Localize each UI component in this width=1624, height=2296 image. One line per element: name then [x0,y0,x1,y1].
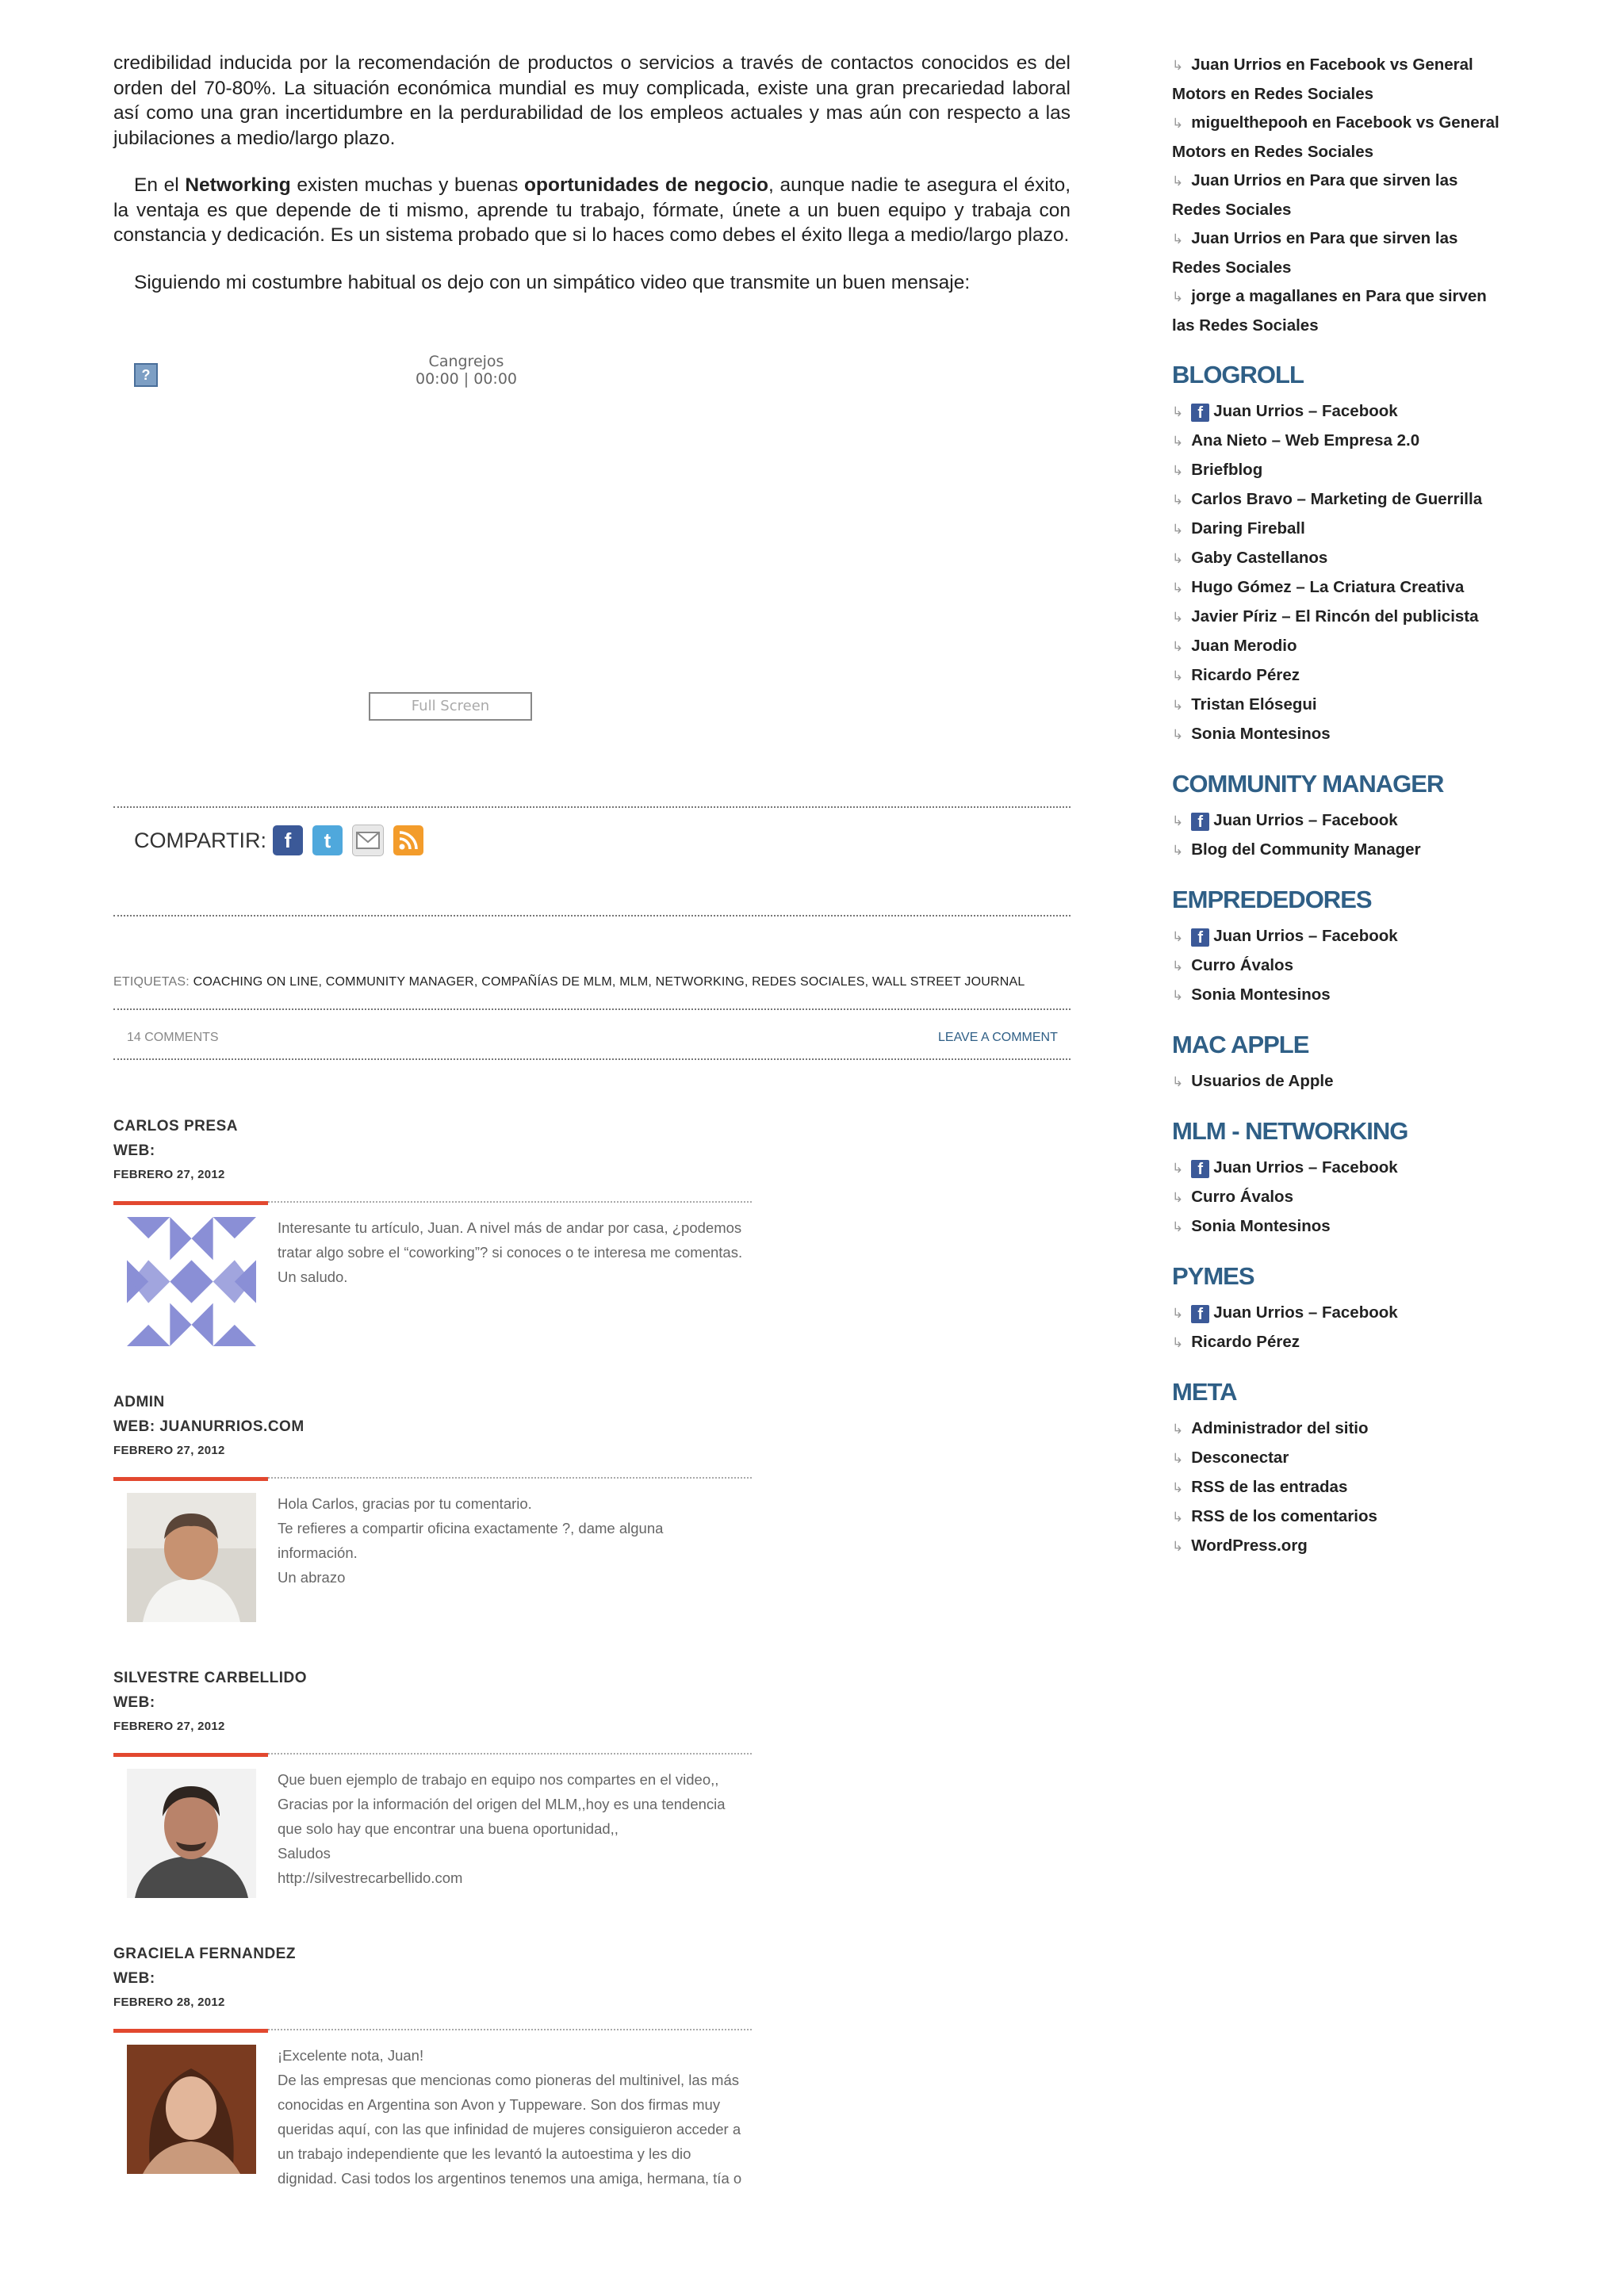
sidebar-link-label: Usuarios de Apple [1191,1072,1334,1090]
arrow-icon: ↳ [1172,174,1184,189]
recent-comment-line-1: jorge a magallanes en Para que sirven [1191,287,1487,305]
comment-date: FEBRERO 27, 2012 [113,1168,225,1181]
comment-text [278,1767,761,1890]
comments-divider [113,1058,1071,1060]
sidebar-heading: COMMUNITY MANAGER [1172,770,1444,798]
comment-accent-bar [113,1753,268,1757]
comment [113,1390,764,1659]
arrow-icon: ↳ [1172,116,1184,132]
facebook-icon[interactable] [273,825,303,855]
sidebar-link-label: Ana Nieto – Web Empresa 2.0 [1191,431,1420,450]
sidebar-link[interactable] [1172,1299,1568,1328]
arrow-icon: ↳ [1172,639,1184,655]
sidebar-link-label: Sonia Montesinos [1191,1217,1331,1235]
sidebar-link[interactable] [1172,1067,1568,1096]
missing-plugin-glyph: ? [141,367,151,383]
arrow-icon: ↳ [1172,1335,1184,1351]
comment-divider [268,1477,752,1479]
sidebar-link-label: Desconectar [1191,1448,1289,1467]
comment-text [278,1491,761,1590]
arrow-icon: ↳ [1172,1219,1184,1235]
arrow-icon: ↳ [1172,1539,1184,1555]
facebook-icon: f [1191,1160,1209,1178]
arrow-icon: ↳ [1172,463,1184,479]
recent-comment-line-2: las Redes Sociales [1172,316,1319,335]
arrow-icon: ↳ [1172,58,1184,74]
video-time: 00:00 | 00:00 [416,370,517,388]
sidebar-link[interactable] [1172,456,1568,485]
sidebar-link[interactable] [1172,603,1568,632]
tag-link[interactable]: COMMUNITY MANAGER [325,975,474,989]
p2-text-c: existen muchas y buenas [290,174,525,196]
comment-text-line: Un saludo. [278,1269,348,1285]
avatar [127,1769,256,1898]
rss-icon[interactable] [393,825,423,855]
arrow-icon: ↳ [1172,959,1184,974]
tag-list [193,975,1025,989]
sidebar-link-label: RSS de las entradas [1191,1478,1348,1496]
arrow-icon: ↳ [1172,1510,1184,1525]
sidebar-link[interactable] [1172,691,1568,720]
recent-comment-line-1: miguelthepooh en Facebook vs General [1191,113,1500,132]
video-title-text: Cangrejos [428,353,504,370]
sidebar-link-label: Tristan Elósegui [1191,695,1317,714]
comment-web[interactable]: WEB: [113,1694,155,1711]
sidebar-link[interactable] [1172,485,1568,515]
video-title [280,353,653,388]
arrow-icon: ↳ [1172,404,1184,420]
arrow-icon: ↳ [1172,668,1184,684]
sidebar-link-label: Sonia Montesinos [1191,985,1331,1004]
sidebar-link-label: Curro Ávalos [1191,956,1293,974]
fullscreen-button[interactable]: Full Screen [369,692,532,721]
comment-author[interactable]: ADMIN [113,1394,165,1410]
tag-separator: , [473,975,482,989]
arrow-icon: ↳ [1172,1074,1184,1090]
rss-waves-shape [397,829,419,851]
recent-comment-line-1: Juan Urrios en Para que sirven las [1191,171,1458,189]
comment-text-line: dignidad. Casi todos los argentinos tenemos una amiga, hermana, tía o [278,2170,742,2187]
leave-comment-link[interactable]: LEAVE A COMMENT [938,1031,1058,1044]
sidebar-link[interactable] [1172,1154,1568,1183]
oportunidades-bold: oportunidades de negocio [524,174,768,196]
sidebar-link[interactable] [1172,1502,1568,1532]
comment-author[interactable]: GRACIELA FERNANDEZ [113,1946,296,1962]
comment-text-line: ¡Excelente nota, Juan! [278,2047,424,2064]
sidebar-link[interactable] [1172,951,1568,981]
comment-text-line: un trabajo independiente que les levantó la autoestima y les dio [278,2145,691,2162]
facebook-icon: f [1191,813,1209,831]
share-divider-bottom [113,915,1071,916]
facebook-icon: f [1191,404,1209,422]
sidebar-sections [1172,361,1568,1561]
share-bar [134,825,433,856]
twitter-glyph: t [324,828,331,852]
arrow-icon: ↳ [1172,610,1184,626]
sidebar-link-label: Juan Merodio [1191,637,1297,655]
arrow-icon: ↳ [1172,522,1184,538]
comment-text-line: Interesante tu artículo, Juan. A nivel más de andar por casa, ¿podemos [278,1219,742,1236]
p2-text-a: En el [134,174,186,196]
arrow-icon: ↳ [1172,929,1184,945]
sidebar-link-label: Juan Urrios – Facebook [1213,927,1398,945]
identicon-shape [127,1217,256,1346]
tag-separator: , [318,975,326,989]
sidebar-link-label: Javier Píriz – El Rincón del publicista [1191,607,1479,626]
comment [113,1942,764,2211]
arrow-icon: ↳ [1172,727,1184,743]
tag-separator: , [611,975,620,989]
comment-web[interactable]: WEB: [113,1142,155,1159]
comment-accent-bar [113,1201,268,1205]
arrow-icon: ↳ [1172,232,1184,247]
avatar [127,1493,256,1622]
comment-divider [268,1201,752,1203]
sidebar-link-label: Carlos Bravo – Marketing de Guerrilla [1191,490,1483,508]
sidebar-heading: PYMES [1172,1262,1254,1290]
networking-bold: Networking [185,174,291,196]
sidebar-link[interactable] [1172,1183,1568,1212]
comment-text [278,2043,761,2191]
comment-text-line: Saludos [278,1845,331,1862]
comment-accent-bar [113,2029,268,2033]
recent-comments [1172,51,1568,340]
arrow-icon: ↳ [1172,1480,1184,1496]
tag-link[interactable]: MLM [619,975,649,989]
comment-author[interactable]: SILVESTRE CARBELLIDO [113,1670,307,1686]
tag-separator: , [744,975,753,989]
sidebar-heading: BLOGROLL [1172,361,1304,388]
sidebar-heading: EMPREDEDORES [1172,886,1372,913]
sidebar-link[interactable] [1172,1532,1568,1561]
comment-text-line: queridas aquí, con las que infinidad de mujeres consiguieron acceder a [278,2121,741,2137]
sidebar-link[interactable] [1172,427,1568,456]
sidebar-link-label: Gaby Castellanos [1191,549,1328,567]
email-icon[interactable] [352,825,384,856]
share-divider-top [113,806,1071,808]
comment-text-line: De las empresas que mencionas como pioneras del multinivel, las más [278,2072,739,2088]
sidebar-link-label: RSS de los comentarios [1191,1507,1377,1525]
recent-comment-line-1: Juan Urrios en Para que sirven las [1191,229,1458,247]
tag-link[interactable]: WALL STREET JOURNAL [871,975,1025,989]
recent-comment-item[interactable] [1172,166,1568,224]
sidebar-link[interactable] [1172,397,1568,427]
sidebar-link[interactable] [1172,1444,1568,1473]
arrow-icon: ↳ [1172,698,1184,714]
sidebar-link-label: Juan Urrios – Facebook [1213,1158,1398,1177]
sidebar-link-label: Sonia Montesinos [1191,725,1331,743]
arrow-icon: ↳ [1172,1190,1184,1206]
sidebar-link[interactable] [1172,632,1568,661]
sidebar-link-label: Juan Urrios – Facebook [1213,811,1398,829]
sidebar-link[interactable] [1172,1414,1568,1444]
sidebar-link[interactable] [1172,922,1568,951]
sidebar-link[interactable] [1172,661,1568,691]
sidebar-link-label: Administrador del sitio [1191,1419,1369,1437]
sidebar-link[interactable] [1172,1212,1568,1242]
facebook-glyph: f [284,828,292,852]
recent-comment-line-2: Motors en Redes Sociales [1172,143,1374,161]
tag-separator: , [648,975,656,989]
comment-web[interactable]: WEB: [113,1970,155,1987]
comment-date: FEBRERO 28, 2012 [113,1996,225,2009]
comment-text-line: conocidas en Argentina son Avon y Tuppeware. Son dos firmas muy [278,2096,721,2113]
sidebar-link-label: Ricardo Pérez [1191,1333,1300,1351]
comment-divider [268,1753,752,1755]
tag-link[interactable]: REDES SOCIALES [752,975,865,989]
recent-comment-line-1: Juan Urrios en Facebook vs General [1191,55,1473,74]
comment [113,1114,764,1383]
p2-text-e: , aunque nadie te asegura el éxito, la ventaja es que depende de ti mismo, aprende tu trabajo, fórmate, únete a un buen equipo y trabaja con constancia y dedicación. Es un sistema probado que si lo haces como debes el éxito llega a medio/largo plazo. [113,174,1071,246]
video-player[interactable] [113,0,668,737]
tag-link[interactable]: COACHING ON LINE [193,975,319,989]
sidebar-link-label: Blog del Community Manager [1191,840,1421,859]
arrow-icon: ↳ [1172,289,1184,305]
arrow-icon: ↳ [1172,1161,1184,1177]
arrow-icon: ↳ [1172,434,1184,450]
comment-text-line: http://silvestrecarbellido.com [278,1869,463,1886]
arrow-icon: ↳ [1172,1306,1184,1322]
sidebar-heading: MLM - NETWORKING [1172,1117,1408,1145]
comment-accent-bar [113,1477,268,1481]
tags-divider [113,1008,1071,1010]
comment-text-line: Te refieres a compartir oficina exactamente ?, dame alguna [278,1520,664,1536]
article-paragraph-3: Siguiendo mi costumbre habitual os dejo con un simpático video que transmite un buen mensaje: [134,271,971,293]
recent-comment-line-2: Redes Sociales [1172,201,1292,219]
recent-comment-line-2: Redes Sociales [1172,258,1292,277]
comment-text-line: Hola Carlos, gracias por tu comentario. [278,1495,532,1512]
comment-divider [268,2029,752,2030]
sidebar-link-label: Briefblog [1191,461,1263,479]
missing-plugin-icon [134,363,158,387]
comment-text-line: que solo hay que encontrar una buena oportunidad,, [278,1820,619,1837]
sidebar-link[interactable] [1172,544,1568,573]
sidebar-link-label: Hugo Gómez – La Criatura Creativa [1191,578,1465,596]
sidebar [1172,51,1568,1561]
comment-text [278,1215,761,1289]
sidebar-heading: META [1172,1378,1237,1406]
sidebar-link[interactable] [1172,720,1568,749]
comment-text-line: información. [278,1544,358,1561]
sidebar-link[interactable] [1172,981,1568,1010]
sidebar-link-label: Curro Ávalos [1191,1188,1293,1206]
recent-comment-item[interactable] [1172,224,1568,282]
tag-separator: , [864,975,872,989]
portrait-shape [127,1769,256,1898]
comment [113,1666,764,1935]
facebook-icon: f [1191,928,1209,947]
sidebar-link-label: Juan Urrios – Facebook [1213,1303,1398,1322]
arrow-icon: ↳ [1172,551,1184,567]
sidebar-link[interactable] [1172,1328,1568,1357]
avatar [127,2045,256,2174]
comment-text-line: Un abrazo [278,1569,346,1586]
recent-comment-line-2: Motors en Redes Sociales [1172,85,1374,103]
article-paragraph-1: credibilidad inducida por la recomendación de productos o servicios a través de contactos conocidos es del orden del 70-80%. La situación económica mundial es muy complicada, existe una gran precariedad laboral así como una gran incertidumbre en la perdurabilidad de los empleos actuales y mas aún con respecto a las jubilaciones a medio/largo plazo. [113,52,1071,149]
arrow-icon: ↳ [1172,580,1184,596]
tag-link[interactable]: NETWORKING [655,975,745,989]
sidebar-link-label: Ricardo Pérez [1191,666,1300,684]
share-label: COMPARTIR: [134,828,267,852]
tag-link[interactable]: COMPAÑÍAS DE MLM [481,975,612,989]
sidebar-link-label: WordPress.org [1191,1536,1308,1555]
comment-text-line: Gracias por la información del origen del MLM,,hoy es una tendencia [278,1796,726,1812]
sidebar-link[interactable] [1172,573,1568,603]
arrow-icon: ↳ [1172,1422,1184,1437]
recent-comment-item[interactable] [1172,282,1568,340]
tags-prefix: ETIQUETAS: [113,975,190,989]
tags-line [113,975,1025,989]
arrow-icon: ↳ [1172,1451,1184,1467]
comment-count[interactable]: 14 COMMENTS [127,1031,219,1044]
sidebar-link[interactable] [1172,836,1568,865]
comment-date: FEBRERO 27, 2012 [113,1720,225,1733]
arrow-icon: ↳ [1172,492,1184,508]
arrow-icon: ↳ [1172,813,1184,829]
facebook-icon: f [1191,1305,1209,1323]
arrow-icon: ↳ [1172,988,1184,1004]
sidebar-link[interactable] [1172,515,1568,544]
sidebar-link[interactable] [1172,806,1568,836]
sidebar-link[interactable] [1172,1473,1568,1502]
comment-text-line: Que buen ejemplo de trabajo en equipo nos compartes en el video,, [278,1771,719,1788]
avatar [127,1217,256,1346]
recent-comment-item[interactable] [1172,109,1568,166]
portrait-shape [127,1493,256,1622]
comment-web[interactable]: WEB: JUANURRIOS.COM [113,1418,304,1435]
email-envelope-shape [356,832,380,849]
comment-author[interactable]: CARLOS PRESA [113,1118,238,1135]
sidebar-link-label: Juan Urrios – Facebook [1213,402,1398,420]
twitter-icon[interactable] [312,825,343,855]
sidebar-heading: MAC APPLE [1172,1031,1309,1058]
comment-date: FEBRERO 27, 2012 [113,1444,225,1457]
portrait-shape [127,2045,256,2174]
recent-comment-item[interactable] [1172,51,1568,109]
arrow-icon: ↳ [1172,843,1184,859]
sidebar-link-label: Daring Fireball [1191,519,1305,538]
comment-text-line: tratar algo sobre el “coworking”? si conoces o te interesa me comentas. [278,1244,743,1261]
